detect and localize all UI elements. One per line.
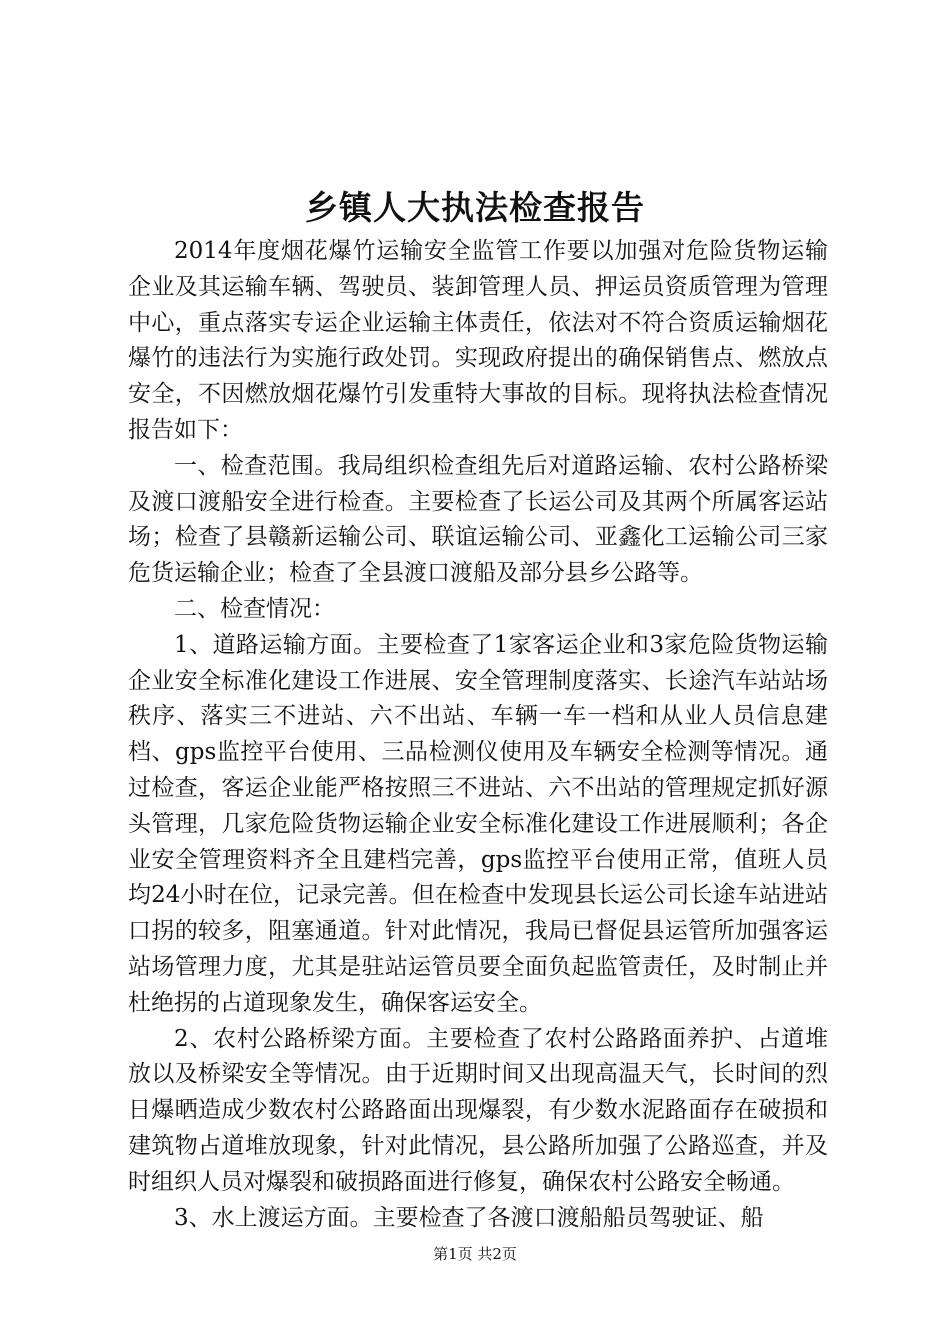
paragraph-road-transport: 1、道路运输方面。主要检查了1家客运企业和3家危险货物运输企业安全标准化建设工作进展、安全管理制度落实、长途汽车站站场秩序、落实三不进站、六不出站、车辆一车一档和从业人员信息建档、gps监控平台使用、三品检测仪使用及车辆安全检测等情况。通过检查，客运企业能严格按照三不进站、六不出站的管理规定抓好源头管理，几家危险货物运输企业安全标准化建设工作进展顺利；各企业安全管理资料齐全且建档完善，gps监控平台使用正常，值班人员均24小时在位，记录完善。但在检查中发现县长运公司长途车站进站口拐的较多，阻塞通道。针对此情况，我局已督促县运管所加强客运站场管理力度，尤其是驻站运管员要全面负起监管责任，及时制止并杜绝拐的占道现象发生，确保客运安全。 <box>128 631 828 1016</box>
document-title: 乡镇人大执法检查报告 <box>305 188 645 227</box>
paragraph-rural-roads: 2、农村公路桥梁方面。主要检查了农村公路路面养护、占道堆放以及桥梁安全等情况。由于近期时间又出现高温天气，长时间的烈日爆晒造成少数农村公路路面出现爆裂，有少数水泥路面存在破损和建筑物占道堆放现象，针对此情况，县公路所加强了公路巡查，并及时组织人员对爆裂和破损路面进行修复，确保农村公路安全畅通。 <box>128 1025 828 1195</box>
paragraph-intro: 2014年度烟花爆竹运输安全监管工作要以加强对危险货物运输企业及其运输车辆、驾驶员、装卸管理人员、押运员资质管理为管理中心，重点落实专运企业运输主体责任，依法对不符合资质运输烟花爆竹的违法行为实施行政处罚。实现政府提出的确保销售点、燃放点安全，不因燃放烟花爆竹引发重特大事故的目标。现将执法检查情况报告如下： <box>128 238 828 443</box>
page-number: 第1页 共2页 <box>433 1245 517 1263</box>
paragraph-situation-heading: 二、检查情况： <box>174 595 335 622</box>
paragraph-scope: 一、检查范围。我局组织检查组先后对道路运输、农村公路桥梁及渡口渡船安全进行检查。主要检查了长运公司及其两个所属客运站场；检查了县赣新运输公司、联谊运输公司、亚鑫化工运输公司三家危货运输企业；检查了全县渡口渡船及部分县乡公路等。 <box>128 452 828 587</box>
document-body <box>128 234 828 1236</box>
paragraph-water-transport: 3、水上渡运方面。主要检查了各渡口渡船船员驾驶证、船 <box>174 1204 764 1231</box>
